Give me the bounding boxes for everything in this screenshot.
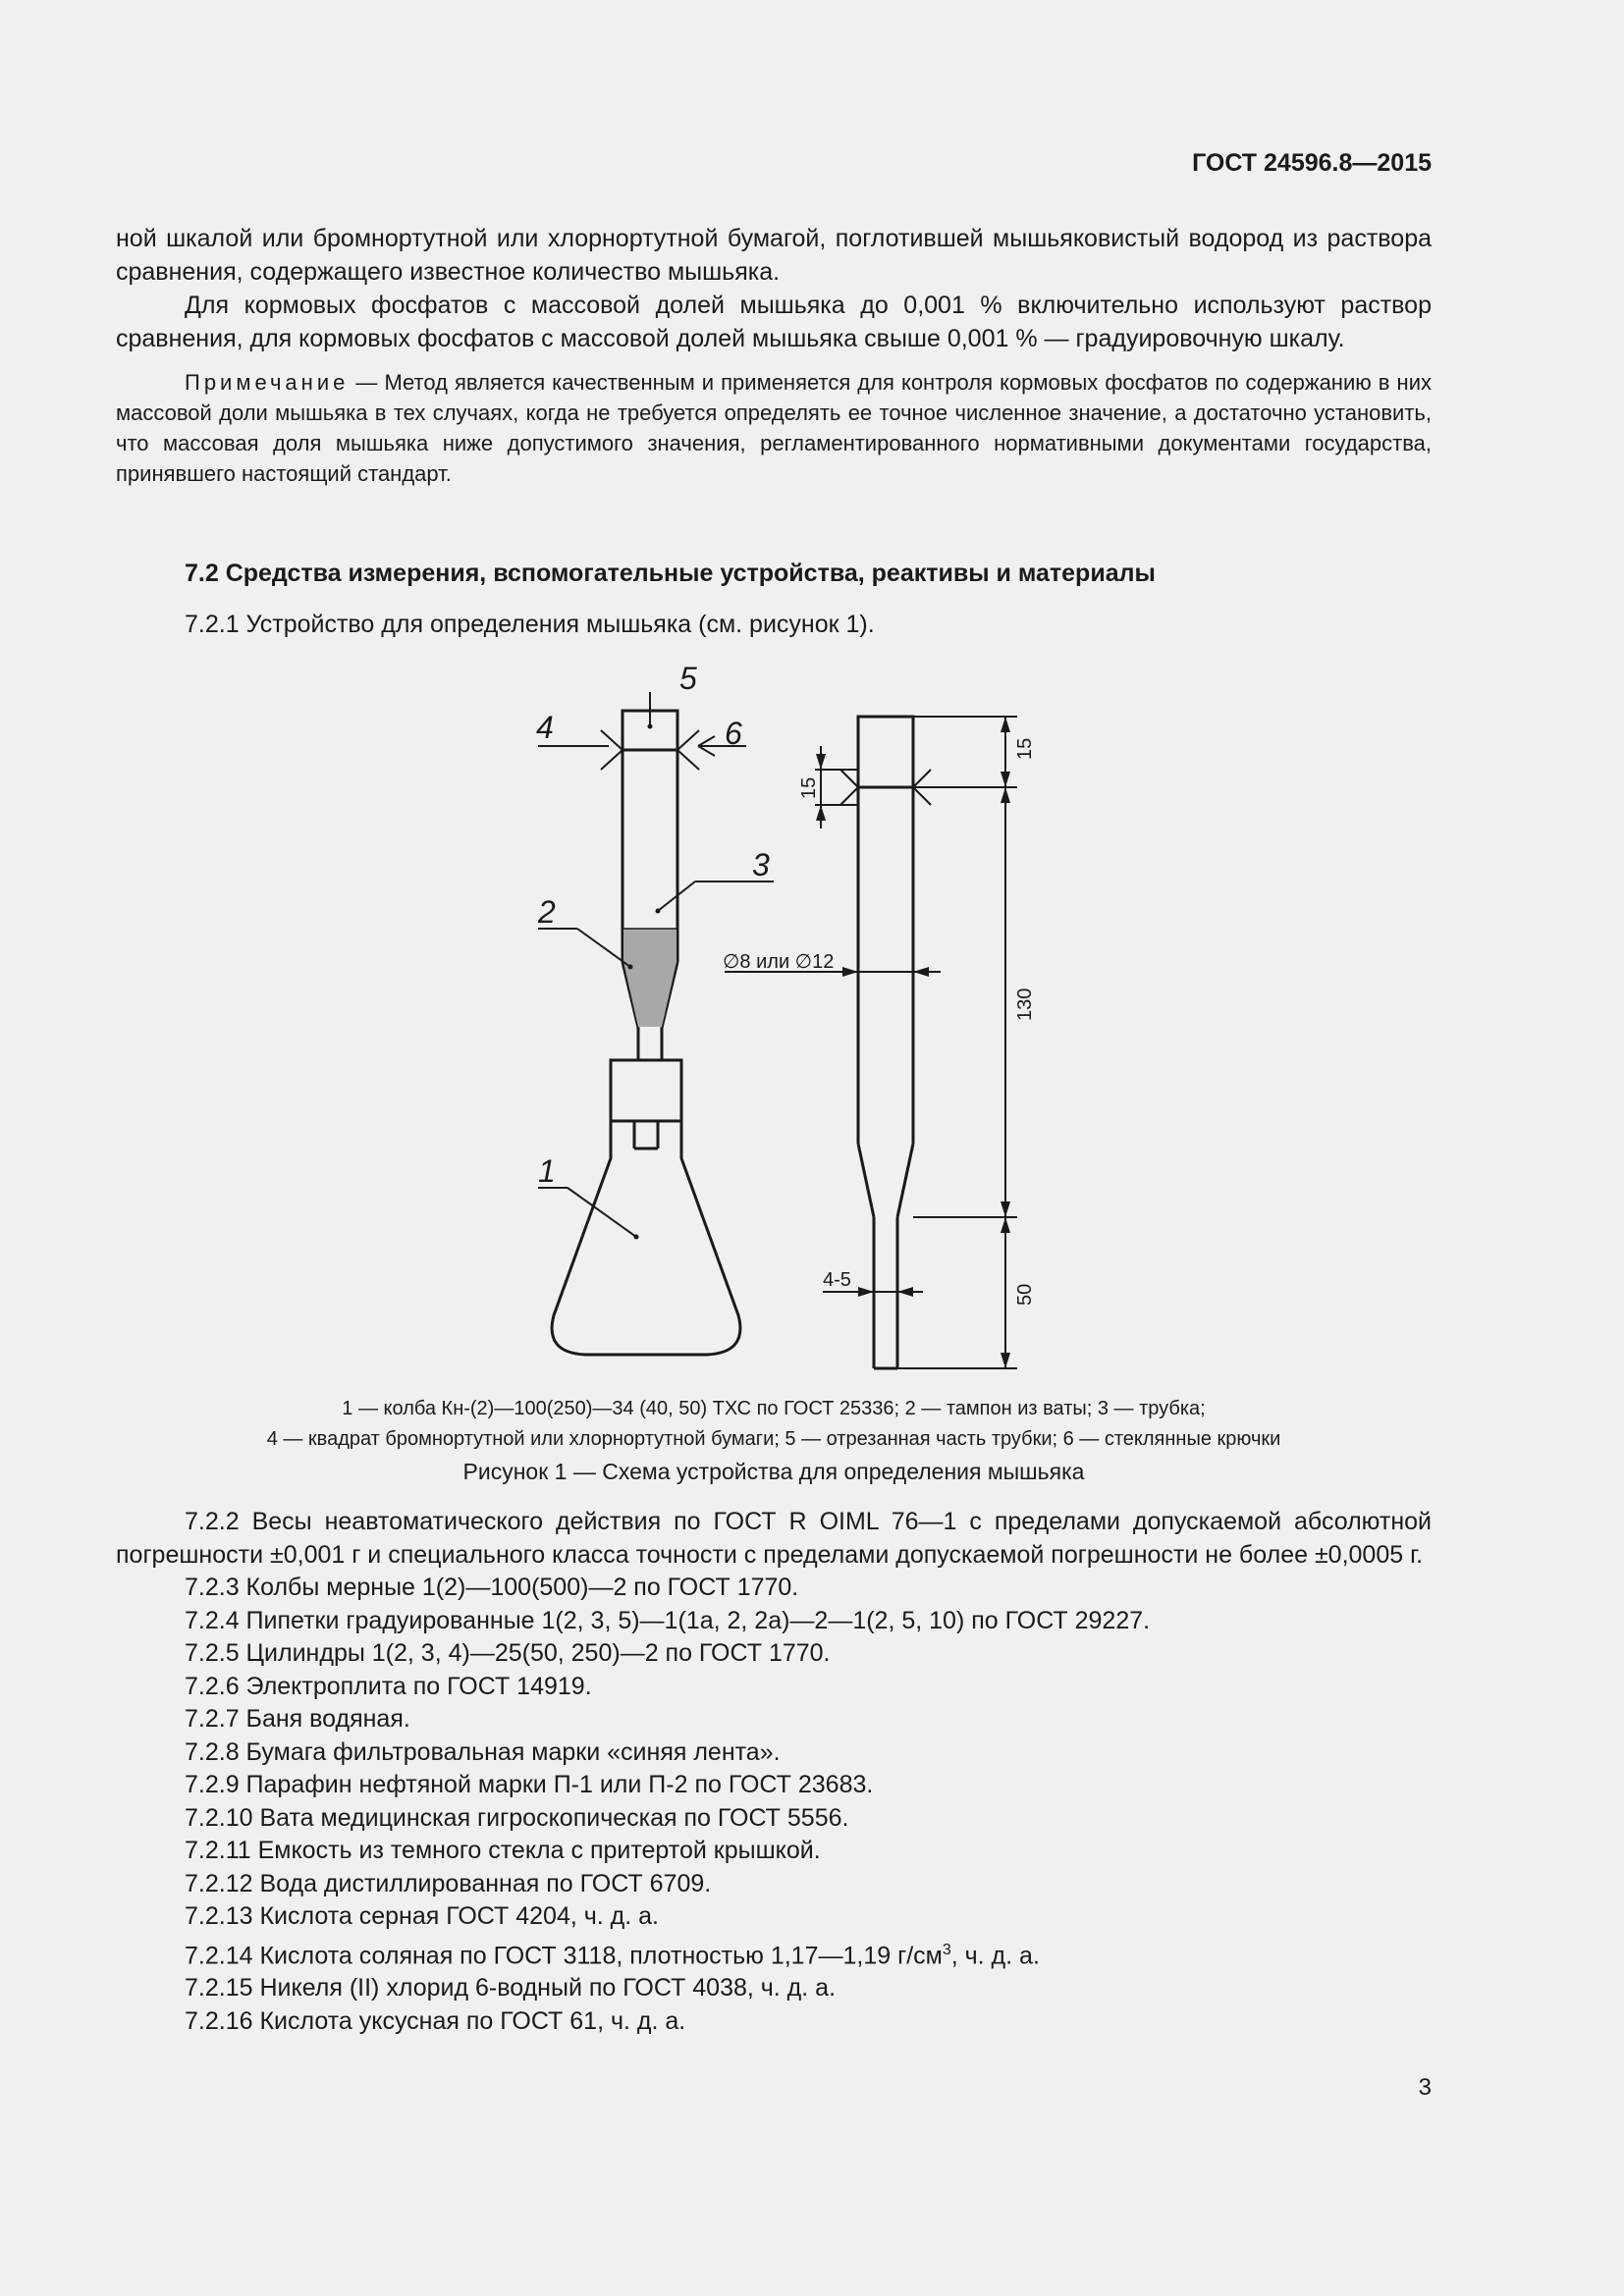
list-item: 7.2.9 Парафин нефтяной марки П-1 или П-2 по ГОСТ 23683. xyxy=(185,1771,874,1798)
label-1: 1 xyxy=(538,1153,556,1189)
dim-130: 130 xyxy=(1014,988,1036,1021)
list-item: 7.2.12 Вода дистиллированная по ГОСТ 6709. xyxy=(185,1869,712,1897)
label-2: 2 xyxy=(538,894,556,930)
paragraph-1: ной шкалой или бромнортутной или хлорнортутной бумагой, поглотившей мышьяковистый водород из раствора сравнения, содержащего известное количество мышьяка. xyxy=(116,225,1432,286)
cotton-plug xyxy=(623,929,677,1027)
label-3: 3 xyxy=(752,847,770,882)
legend-line-1: 1 — колба Кн-(2)—100(250)—34 (40, 50) ТХС по ГОСТ 25336; 2 — тампон из ваты; 3 — трубка; xyxy=(342,1398,1206,1419)
flask-outline xyxy=(552,1121,740,1355)
dim-diameter: ∅8 или ∅12 xyxy=(723,951,835,973)
section-heading: 7.2 Средства измерения, вспомогательные устройства, реактивы и материалы xyxy=(185,560,1156,587)
label-4: 4 xyxy=(536,710,554,745)
superscript-3: 3 xyxy=(942,1941,951,1958)
list-item: 7.2.8 Бумага фильтровальная марки «синяя лента». xyxy=(185,1737,781,1766)
note-text: — Метод является качественным и применяется для контроля кормовых фосфатов по содержанию в них массовой доли мышьяка в тех случаях, когда не требуется определять ее точное численное значение, а достаточно установить, что массовая доля мышьяка ниже допустимого значения, регламентированного нормативными документами государства, принявшего настоящий стандарт. xyxy=(116,370,1432,486)
document-page xyxy=(116,0,1432,2296)
list-item: 7.2.7 Баня водяная. xyxy=(185,1705,410,1733)
figure-legend xyxy=(116,1394,1432,1455)
standard-code-header: ГОСТ 24596.8—2015 xyxy=(1192,149,1432,177)
item-7-2-14-tail: , ч. д. а. xyxy=(950,1941,1040,1969)
list-item: 7.2.10 Вата медицинская гигроскопическая по ГОСТ 5556. xyxy=(185,1803,849,1832)
intro-text xyxy=(116,222,1432,489)
list-item: 7.2.13 Кислота серная ГОСТ 4204, ч. д. а. xyxy=(185,1902,659,1930)
list-item: 7.2.16 Кислота уксусная по ГОСТ 61, ч. д. а. xyxy=(185,2006,686,2035)
list-item: 7.2.5 Цилиндры 1(2, 3, 4)—25(50, 250)—2 по ГОСТ 1770. xyxy=(185,1639,831,1667)
equipment-list xyxy=(116,1505,1432,2038)
item-7-2-1: 7.2.1 Устройство для определения мышьяка (см. рисунок 1). xyxy=(185,611,875,638)
list-item: 7.2.11 Емкость из темного стекла с притертой крышкой. xyxy=(185,1837,821,1864)
paragraph-2: Для кормовых фосфатов с массовой долей мышьяка до 0,001 % включительно используют раствор сравнения, для кормовых фосфатов с массовой долей мышьяка свыше 0,001 % — градуировочную шкалу. xyxy=(116,292,1432,352)
page-number: 3 xyxy=(1418,2074,1432,2101)
legend-line-2: 4 — квадрат бромнортутной или хлорнортутной бумаги; 5 — отрезанная часть трубки; 6 — стеклянные крючки xyxy=(266,1428,1281,1450)
label-5: 5 xyxy=(679,661,697,696)
list-item: 7.2.15 Никеля (II) хлорид 6-водный по ГОСТ 4038, ч. д. а. xyxy=(185,1974,837,2002)
item-7-2-14-text: 7.2.14 Кислота соляная по ГОСТ 3118, плотностью 1,17—1,19 г/см xyxy=(185,1941,943,1969)
apparatus-figure xyxy=(116,638,1432,1384)
note-label: Примечание xyxy=(185,370,350,395)
dim-50: 50 xyxy=(1014,1283,1036,1306)
dim-15-top: 15 xyxy=(1014,737,1036,760)
list-item-7-2-14 xyxy=(116,1934,1432,1973)
list-item: 7.2.3 Колбы мерные 1(2)—100(500)—2 по ГОСТ 1770. xyxy=(185,1574,799,1601)
figure-caption: Рисунок 1 — Схема устройства для определения мышьяка xyxy=(462,1459,1085,1484)
note-paragraph xyxy=(116,367,1432,489)
list-item: 7.2.6 Электроплита по ГОСТ 14919. xyxy=(185,1672,592,1700)
stopper xyxy=(611,1060,681,1121)
dim-15-hooks: 15 xyxy=(798,776,820,799)
list-item: 7.2.4 Пипетки градуированные 1(2, 3, 5)—1(1а, 2, 2а)—2—1(2, 5, 10) по ГОСТ 29227. xyxy=(185,1606,1151,1634)
item-7-2-2: 7.2.2 Весы неавтоматического действия по ГОСТ R OIML 76—1 с пределами допускаемой абсолютной погрешности ±0,001 г и специального класса точности с пределами допускаемой погрешности не более ±0,0005 г. xyxy=(116,1508,1432,1569)
tube-top-segment xyxy=(858,717,913,787)
label-6: 6 xyxy=(725,716,742,751)
dim-4-5: 4-5 xyxy=(823,1269,851,1291)
